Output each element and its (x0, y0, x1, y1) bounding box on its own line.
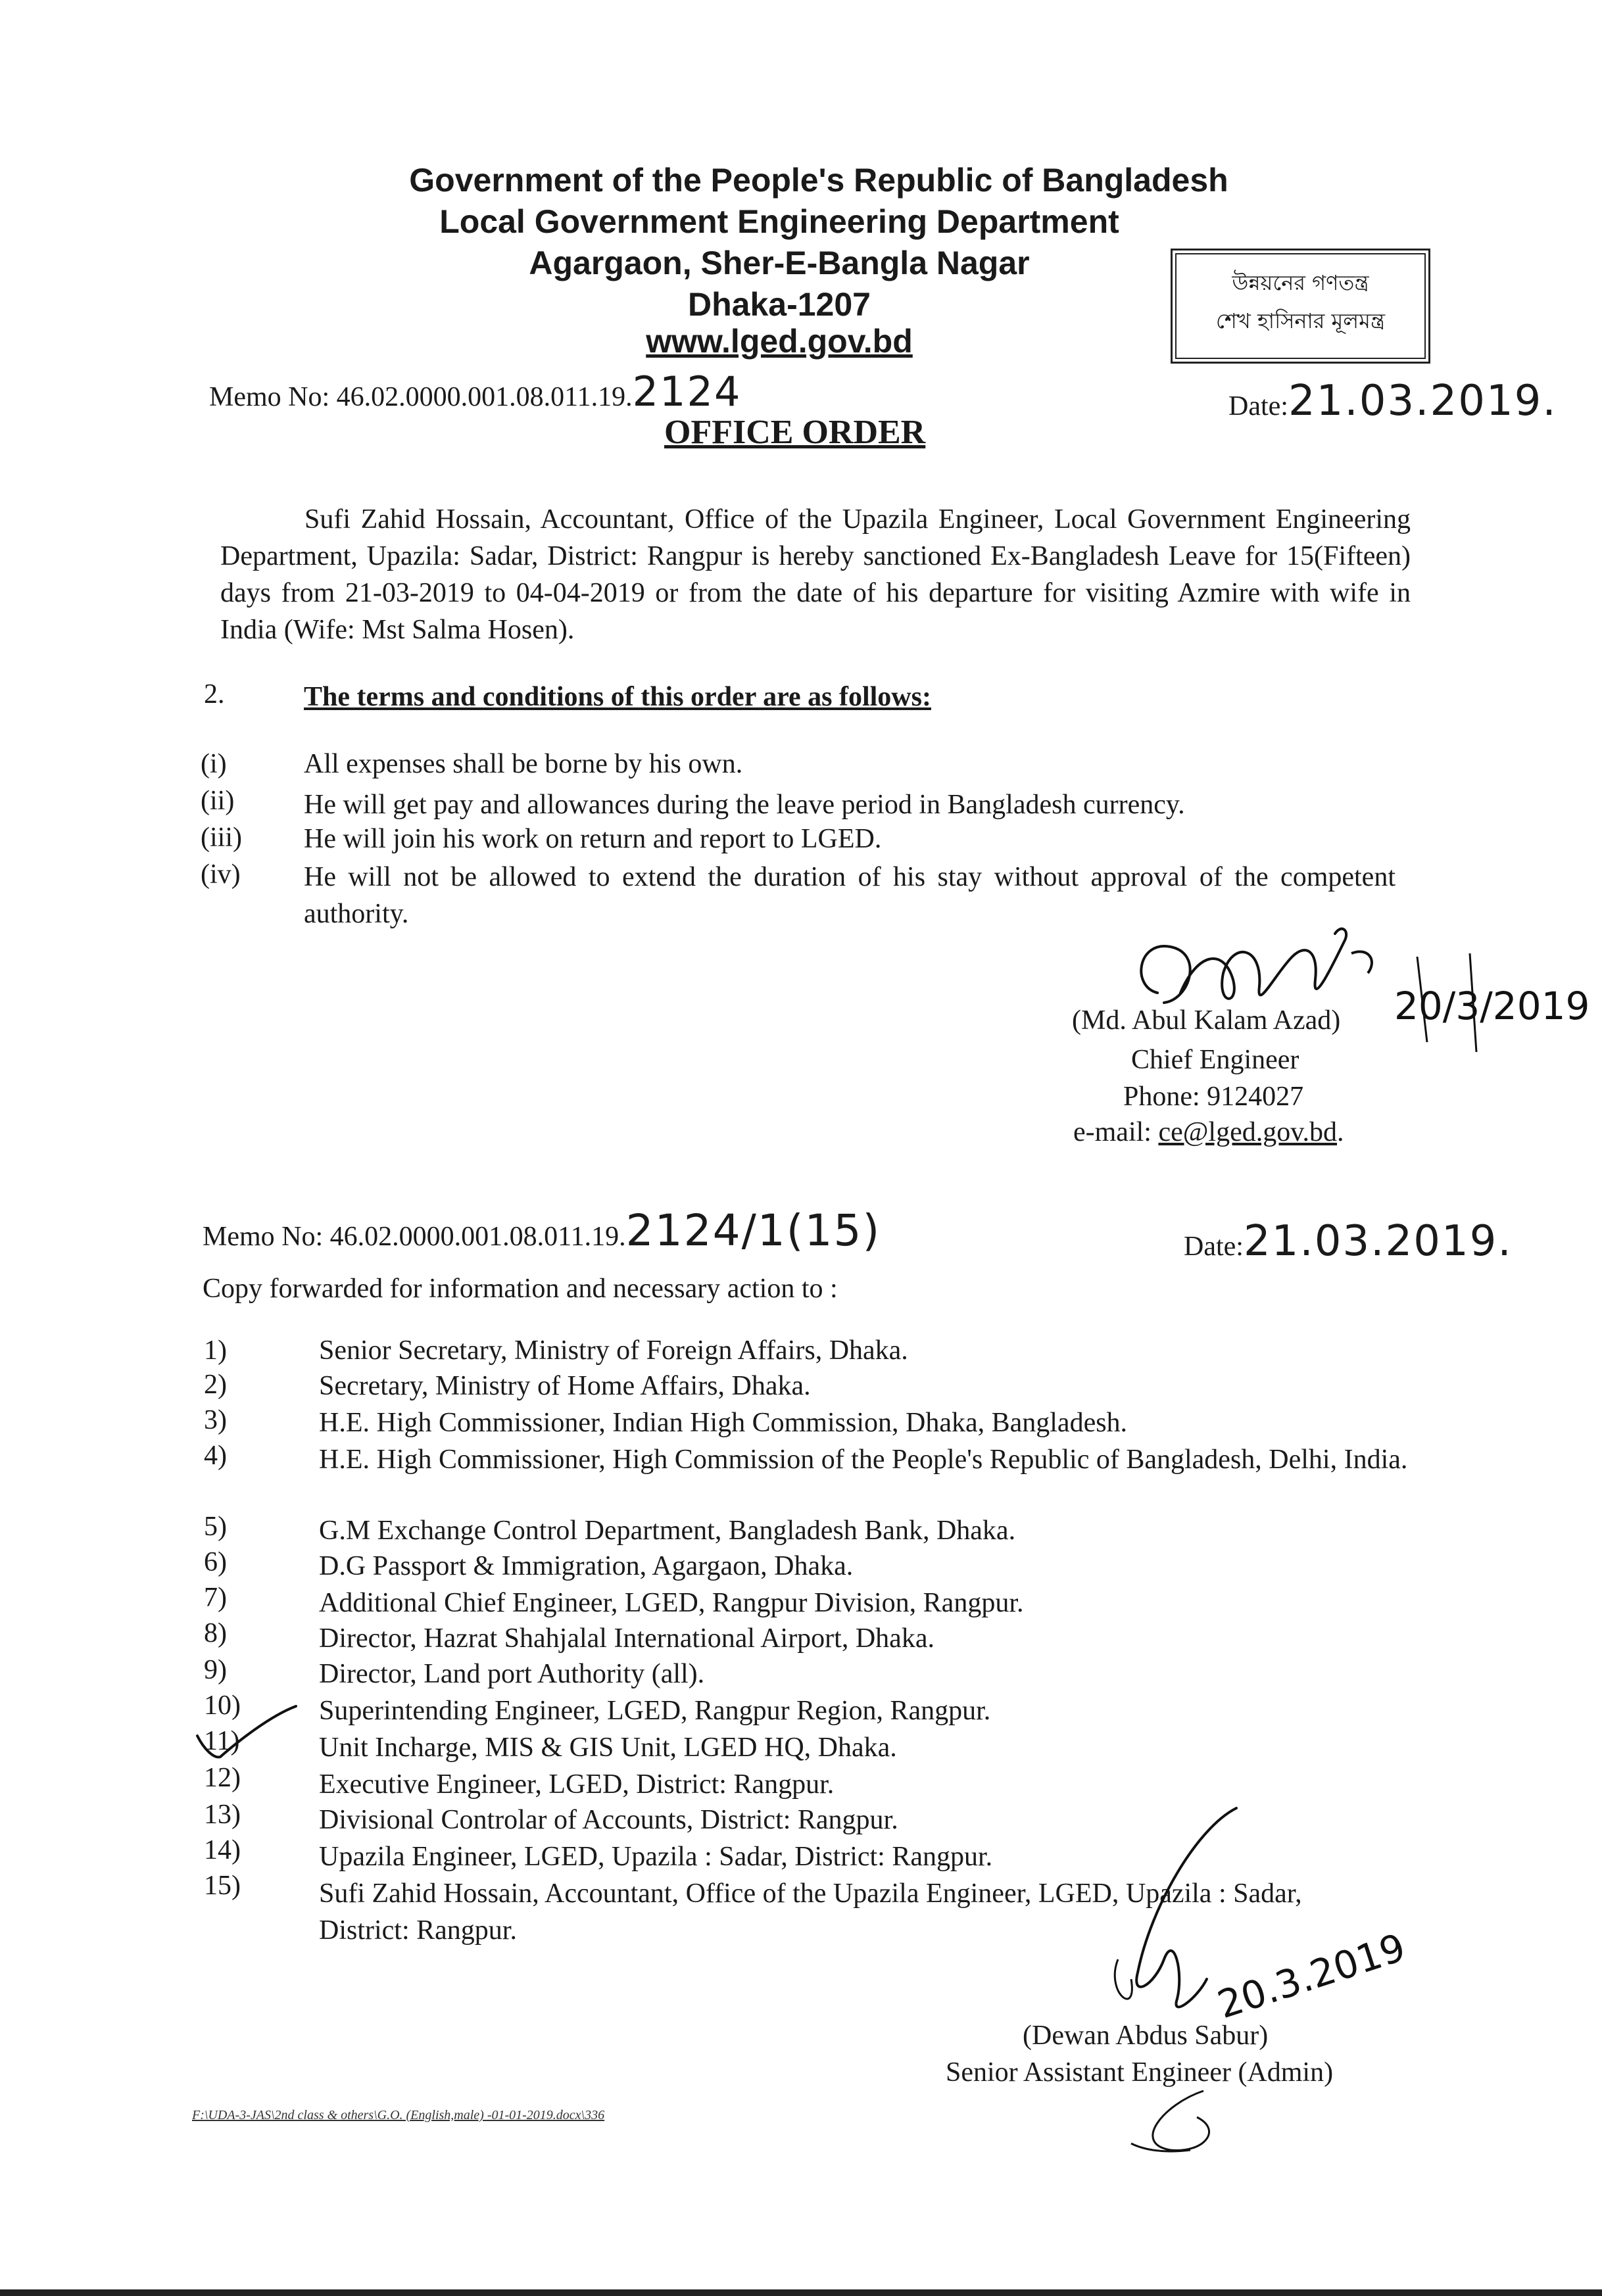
memo-number-handwritten-2: 2124/1(15) (625, 1205, 881, 1256)
email-suffix: . (1337, 1117, 1344, 1147)
memo-date-1 (1228, 377, 1557, 425)
copy-item-2: Secretary, Ministry of Home Affairs, Dhaka. (319, 1371, 811, 1401)
header-website[interactable]: www.lged.gov.bd (646, 323, 913, 360)
copy-item-3: H.E. High Commissioner, Indian High Commission, Dhaka, Bangladesh. (319, 1408, 1128, 1438)
motto-line-1: উন্নয়নের গণতন্ত্র (1232, 270, 1369, 295)
copy-item-11: Unit Incharge, MIS & GIS Unit, LGED HQ, Dhaka. (319, 1733, 897, 1763)
memo-line-1 (209, 368, 742, 416)
copy-num-3: 3) (204, 1405, 227, 1435)
copy-num-15: 15) (204, 1871, 241, 1901)
copy-num-12: 12) (204, 1763, 241, 1793)
copy-item-9: Director, Land port Authority (all). (319, 1659, 705, 1689)
signatory-1-email-line (1073, 1114, 1344, 1151)
signatory-1-designation: Chief Engineer (1131, 1045, 1299, 1075)
copy-num-8: 8) (204, 1618, 227, 1648)
copy-item-14: Upazila Engineer, LGED, Upazila : Sadar, District: Rangpur. (319, 1842, 993, 1872)
senior-assistant-engineer-signature (1092, 1802, 1486, 2157)
order-paragraph: Sufi Zahid Hossain, Accountant, Office of the Upazila Engineer, Local Government Engineering Department, Upazila: Sadar, District: Rangpur is hereby sanctioned Ex-Bangladesh Leave for 15(Fifteen) days from 21-03-2019 to 04-04-2019 or from the date of his departure for visiting Azmire with wife in India (Wife: Mst Salma Hosen). (220, 504, 1411, 645)
header-line-1: Government of the People's Republic of Bangladesh (409, 162, 1228, 199)
copy-item-6: D.G Passport & Immigration, Agargaon, Dhaka. (319, 1551, 854, 1581)
copy-intro: Copy forwarded for information and necessary action to : (203, 1274, 838, 1304)
term-text-1: All expenses shall be borne by his own. (304, 749, 743, 779)
copy-num-14: 14) (204, 1835, 241, 1865)
signatory-2-designation: Senior Assistant Engineer (Admin) (946, 2057, 1334, 2088)
date-label-2: Date: (1184, 1232, 1244, 1262)
copy-num-1: 1) (204, 1335, 227, 1366)
signature-date-2: 20.3.2019 (1212, 1925, 1411, 2028)
term-text-4: He will not be allowed to extend the duration of his stay without approval of the competent authority. (304, 862, 1396, 929)
copy-item-10: Superintending Engineer, LGED, Rangpur Region, Rangpur. (319, 1696, 991, 1726)
signature-date-1: 20/3/2019 (1394, 984, 1590, 1028)
memo-number-handwritten: 2124 (632, 368, 742, 416)
copy-item-8: Director, Hazrat Shahjalal International Airport, Dhaka. (319, 1623, 934, 1654)
term-num-3: (iii) (201, 823, 242, 853)
term-text-3: He will join his work on return and report to LGED. (304, 824, 882, 854)
copy-item-7: Additional Chief Engineer, LGED, Rangpur Division, Rangpur. (319, 1588, 1024, 1618)
chief-engineer-signature (1118, 894, 1590, 1065)
footer-file-path: F:\UDA-3-JAS\2nd class & others\G.O. (English,male) -01-01-2019.docx\336 (192, 2108, 605, 2122)
copy-num-5: 5) (204, 1512, 227, 1542)
terms-number: 2. (204, 679, 225, 709)
memo-label: Memo No: 46.02.0000.001.08.011.19. (209, 382, 633, 412)
copy-item-13: Divisional Controlar of Accounts, District: Rangpur. (319, 1805, 898, 1835)
terms-heading: The terms and conditions of this order are as follows: (304, 682, 931, 712)
copy-item-5: G.M Exchange Control Department, Bangladesh Bank, Dhaka. (319, 1516, 1016, 1546)
motto-line-2: শেখ হাসিনার মূলমন্ত্র (1215, 308, 1386, 333)
date-handwritten-2: 21.03.2019. (1243, 1217, 1513, 1266)
check-mark-icon (191, 1696, 309, 1769)
copy-num-7: 7) (204, 1583, 227, 1613)
header-line-4: Dhaka-1207 (688, 286, 871, 323)
term-text-2: He will get pay and allowances during the leave period in Bangladesh currency. (304, 790, 1185, 820)
signatory-1-name: (Md. Abul Kalam Azad) (1072, 1005, 1341, 1036)
email-label: e-mail: (1073, 1117, 1159, 1147)
copy-item-4: H.E. High Commissioner, High Commission of the People's Republic of Bangladesh, Delhi, India. (319, 1445, 1408, 1475)
term-num-4: (iv) (201, 859, 241, 890)
header-line-2: Local Government Engineering Department (439, 203, 1119, 240)
copy-item-1: Senior Secretary, Ministry of Foreign Affairs, Dhaka. (319, 1335, 908, 1366)
memo-line-2 (203, 1205, 881, 1256)
motto-box (1171, 249, 1430, 364)
header-line-3: Agargaon, Sher-E-Bangla Nagar (529, 245, 1030, 281)
copy-item-15: Sufi Zahid Hossain, Accountant, Office of the Upazila Engineer, LGED, Upazila : Sadar, District: Rangpur. (319, 1878, 1302, 1946)
copy-num-13: 13) (204, 1800, 241, 1830)
copy-num-4: 4) (204, 1441, 227, 1471)
copy-num-2: 2) (204, 1370, 227, 1400)
scan-edge (0, 2289, 1602, 2296)
copy-num-11: 11) (204, 1726, 240, 1756)
copy-num-10: 10) (204, 1690, 241, 1721)
memo-label-2: Memo No: 46.02.0000.001.08.011.19. (203, 1222, 626, 1252)
term-num-2: (ii) (201, 786, 235, 816)
date-label: Date: (1228, 391, 1288, 421)
memo-date-2 (1184, 1217, 1513, 1266)
term-num-1: (i) (201, 749, 227, 779)
signatory-1-phone: Phone: 9124027 (1123, 1082, 1304, 1112)
copy-num-6: 6) (204, 1547, 227, 1577)
signatory-2-name: (Dewan Abdus Sabur) (1023, 2021, 1269, 2051)
copy-num-9: 9) (204, 1655, 227, 1685)
email-link[interactable]: ce@lged.gov.bd (1158, 1117, 1337, 1147)
copy-item-12: Executive Engineer, LGED, District: Rangpur. (319, 1769, 835, 1800)
date-handwritten: 21.03.2019. (1288, 377, 1557, 425)
office-order-title: OFFICE ORDER (664, 414, 926, 451)
